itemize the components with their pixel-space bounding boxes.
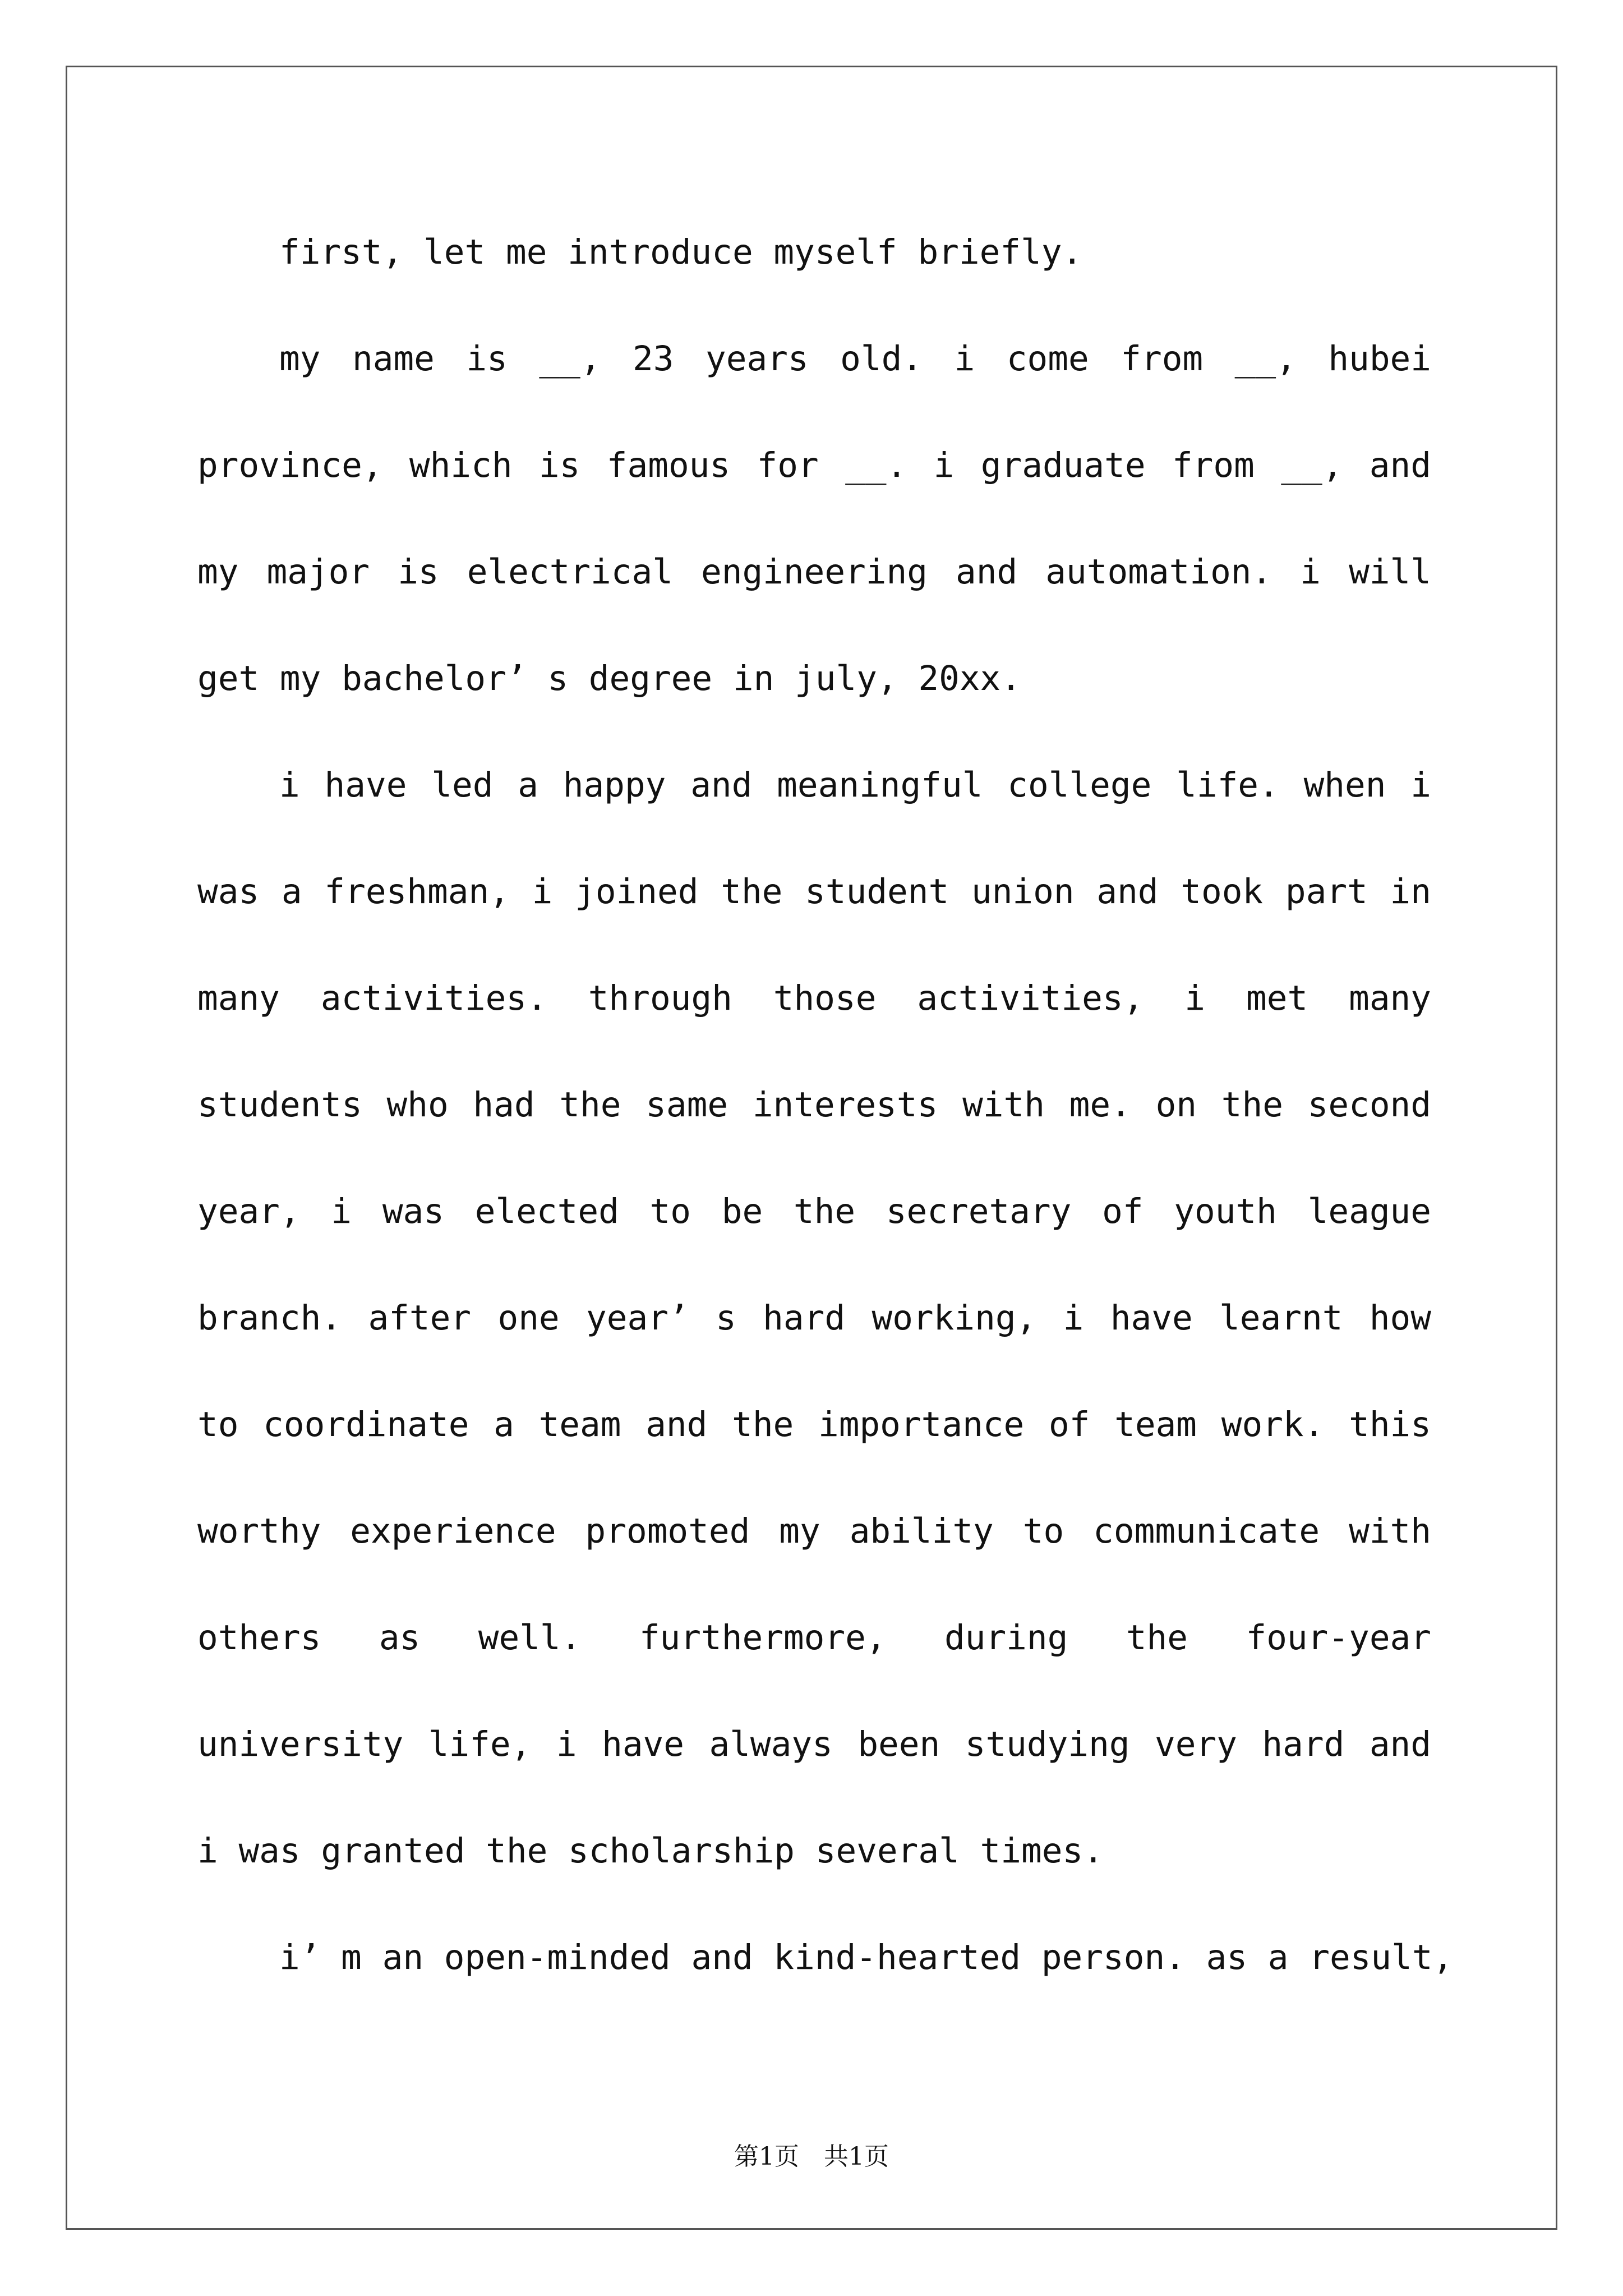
paragraph-name: my name is __, 23 years old. i come from __, hubei province, which is famous for __. i graduate from __, and my major is electrical engineering and automation. i will get my bachelor’ s degree in july, 20xx. xyxy=(197,339,1431,698)
paragraph-intro: first, let me introduce myself briefly. xyxy=(279,232,1083,272)
document-body xyxy=(197,199,1454,2011)
paragraph-personality: i’ m an open-minded and kind-hearted person. as a result, xyxy=(279,1938,1454,1977)
page-footer: 第1页 共1页 xyxy=(734,2142,889,2171)
paragraph-college-life: i have led a happy and meaningful college life. when i was a freshman, i joined the student union and took part in many activities. through those activities, i met many students who had the same interests with me. on the second year, i was elected to be the secretary of youth league branch. after one year’ s hard working, i have learnt how to coordinate a team and the importance of team work. this worthy experience promoted my ability to communicate with others as well. furthermore, during the four-year university life, i have always been studying very hard and i was granted the scholarship several times. xyxy=(197,765,1431,1871)
